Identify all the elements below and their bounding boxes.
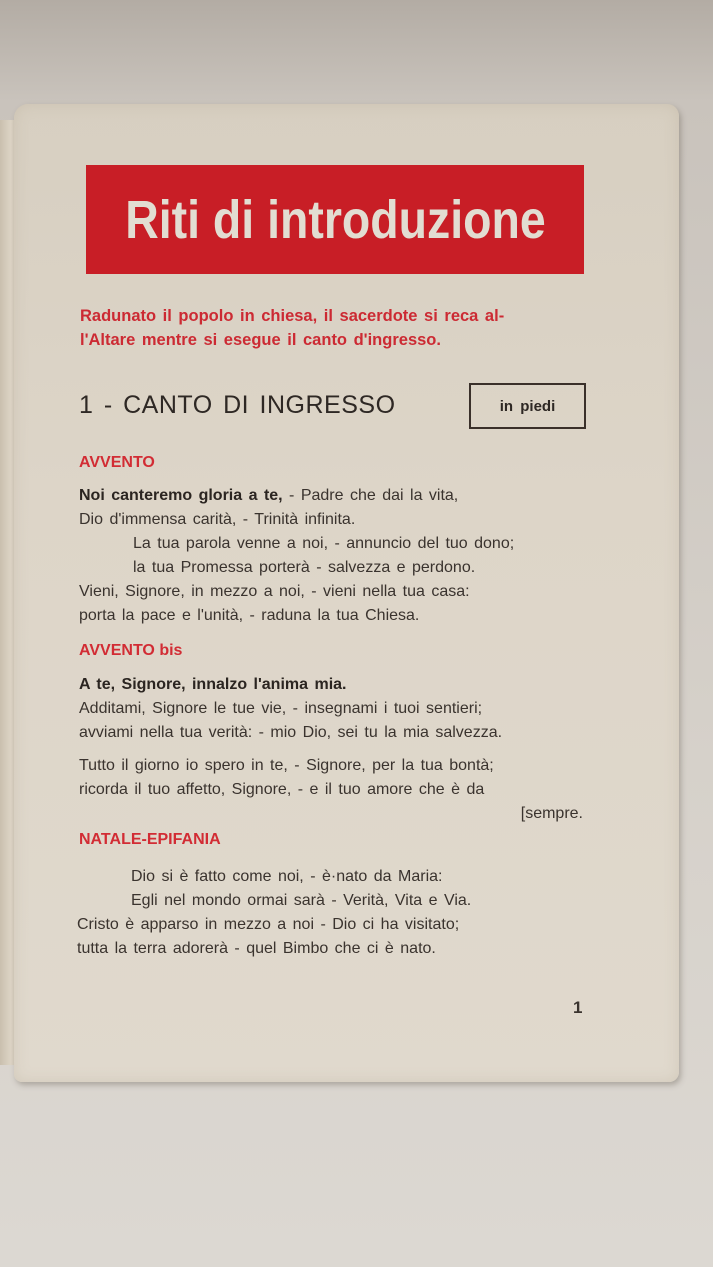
song-avvento-bis [79,673,587,826]
verse-line: Vieni, Signore, in mezzo a noi, - vieni nella tua casa: [79,583,470,600]
intro-rubric [80,304,590,352]
verse-line: Cristo è apparso in mezzo a noi - Dio ci ha visitato; [77,916,460,933]
verse-line: ricorda il tuo affetto, Signore, - e il tuo amore che è da [79,781,485,798]
posture-badge [469,383,586,429]
page-number: 1 [573,998,583,1017]
title-banner [86,165,584,274]
verse-line: Additami, Signore le tue vie, - insegnami i tuoi sentieri; [79,700,483,717]
page-title: Riti di introduzione [124,189,546,250]
verse-line: porta la pace e l'unità, - raduna la tua Chiesa. [79,607,420,624]
song-avvento [79,484,587,628]
section-heading: 1 - CANTO DI INGRESSO [79,391,396,419]
verse-line: [sempre. [520,805,583,822]
verse-line: La tua parola venne a noi, - annuncio del tuo dono; [133,535,515,552]
verse-line: Noi canteremo gloria a te, - Padre che dai la vita, [79,487,459,504]
intro-line: Radunato il popolo in chiesa, il sacerdote si reca al- [80,307,505,325]
song-label-avvento-bis: AVVENTO bis [79,642,183,659]
verse-line: Dio si è fatto come noi, - è·nato da Maria: [131,868,443,885]
verse-line: Dio d'immensa carità, - Trinità infinita. [79,511,356,528]
posture-label: in piedi [499,397,556,415]
song-natale-epifania [77,865,585,961]
verse-line: tutta la terra adorerà - quel Bimbo che ci è nato. [77,940,436,957]
verse-line: Tutto il giorno io spero in te, - Signore, per la tua bontà; [79,757,494,774]
intro-line: l'Altare mentre si esegue il canto d'ingresso. [80,331,441,349]
verse-line: la tua Promessa porterà - salvezza e perdono. [133,559,476,576]
song-label-natale-epifania: NATALE-EPIFANIA [79,831,221,848]
verse-line: Egli nel mondo ormai sarà - Verità, Vita e Via. [131,892,472,909]
verse-line: avviami nella tua verità: - mio Dio, sei tu la mia salvezza. [79,724,503,741]
song-label-avvento: AVVENTO [79,454,155,471]
verse-line: A te, Signore, innalzo l'anima mia. [79,676,347,693]
